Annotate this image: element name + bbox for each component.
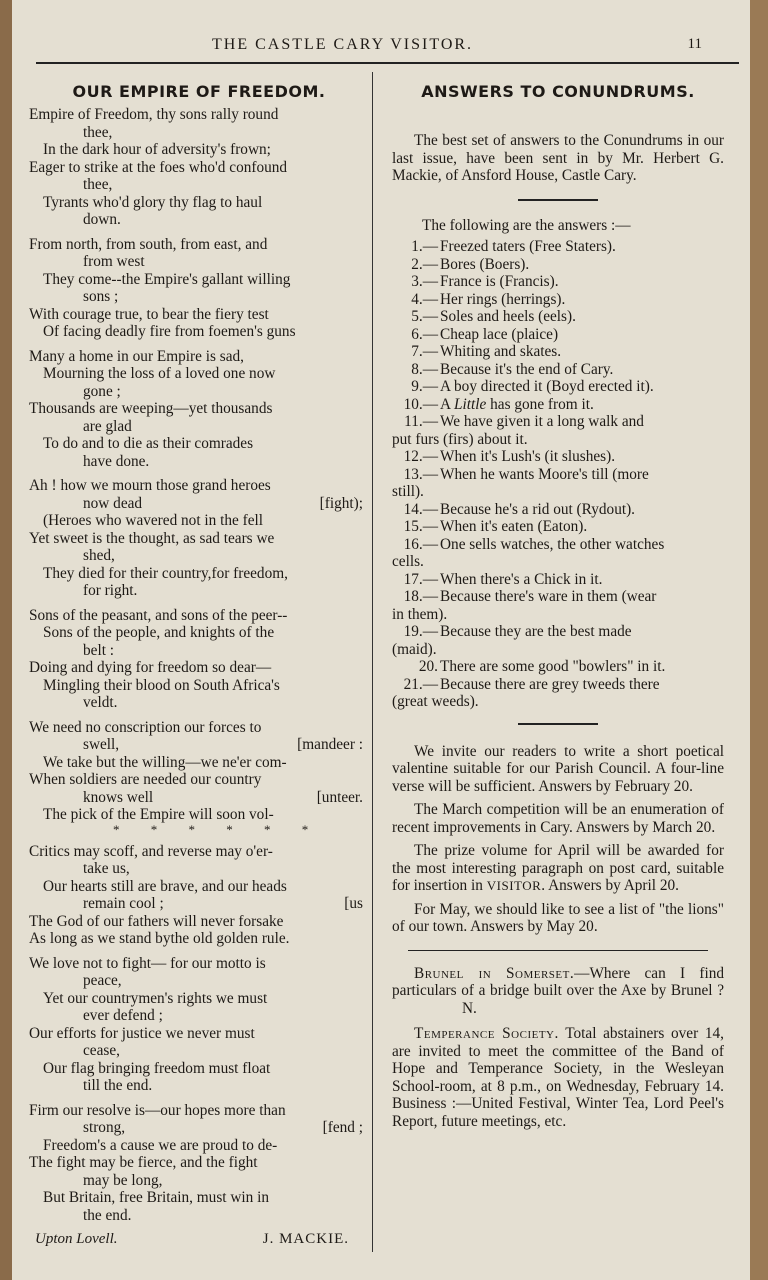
answer-number: 16.— xyxy=(403,535,438,553)
competition-notice: The prize volume for April will be awarded for the most interesting paragraph on post card, suitable for insertion in VISITOR. Answers by April 20. xyxy=(392,842,724,894)
poem-stanza xyxy=(29,719,369,836)
answer-continuation: in them). xyxy=(392,605,448,623)
answer-number: 15.— xyxy=(403,518,438,535)
poem-line-text: peace, xyxy=(83,972,122,989)
poem-line xyxy=(29,106,369,124)
newspaper-page xyxy=(12,0,750,1280)
answer-item xyxy=(392,238,724,256)
poem-line xyxy=(29,400,369,418)
answer-text: When it's Lush's (it slushes). xyxy=(440,448,616,465)
answer-item xyxy=(392,378,724,396)
poem-line xyxy=(29,547,369,565)
answer-number: 5.— xyxy=(411,308,438,325)
answer-number: 21.— xyxy=(403,675,438,693)
page-number: 11 xyxy=(687,36,702,52)
brunel-notice xyxy=(392,965,724,1018)
answer-text: When he wants Moore's till (more xyxy=(440,465,649,483)
poem-turnover: [mandeer : xyxy=(297,736,363,753)
answer-continuation: (great weeds). xyxy=(392,693,479,710)
answer-text: France is (Francis). xyxy=(440,273,559,290)
poem-line-text: Mourning the loss of a loved one now xyxy=(43,365,276,382)
answer-text: A boy directed it (Boyd erected it). xyxy=(440,378,654,395)
poem-line xyxy=(29,271,369,289)
answer-continuation: (maid). xyxy=(392,640,437,658)
poem-line xyxy=(29,972,369,990)
poem-line-text: Tyrants who'd glory thy flag to haul xyxy=(43,193,263,211)
poem-turnover: [unteer. xyxy=(316,788,363,806)
poem-line-text: Our hearts still are brave, and our heads xyxy=(43,877,287,895)
header-rule xyxy=(36,62,739,64)
answer-text: Because he's a rid out (Rydout). xyxy=(440,500,636,518)
poem-line xyxy=(29,582,369,600)
poem-line xyxy=(29,878,369,896)
poem-line-text: now dead xyxy=(83,494,143,512)
signature-name: J. MACKIE. xyxy=(262,1231,349,1247)
answer-number: 19.— xyxy=(403,623,438,640)
poem-stanza xyxy=(29,1102,369,1225)
poem-line-text: may be long, xyxy=(83,1171,163,1189)
answer-item xyxy=(392,676,724,694)
poem-line-text: To do and to die as their comrades xyxy=(43,435,254,452)
signature-place: Upton Lovell. xyxy=(35,1231,118,1247)
poem-line-text: They died for their country,for freedom, xyxy=(43,564,288,582)
poem-line-text: Doing and dying for freedom so dear— xyxy=(29,659,272,676)
poem-line xyxy=(29,1102,369,1120)
poem-stanza xyxy=(29,955,369,1095)
poem-line xyxy=(29,1025,369,1043)
answer-text: Her rings (herrings). xyxy=(440,290,566,308)
poem-line-text: The pick of the Empire will soon vol- xyxy=(43,806,274,823)
poem-line-text: Eager to strike at the foes who'd confound xyxy=(29,158,288,176)
answer-number: 7.— xyxy=(411,343,438,360)
poem-line xyxy=(29,990,369,1008)
publication-title: THE CASTLE CARY VISITOR. xyxy=(212,36,474,53)
answer-item xyxy=(392,536,724,554)
poem-line-text: Mingling their blood on South Africa's xyxy=(43,676,280,694)
poem-body xyxy=(29,106,369,1224)
poem-line xyxy=(29,211,369,229)
answer-text: We have given it a long walk and xyxy=(440,413,644,430)
poem-line xyxy=(29,1189,369,1207)
poem-line xyxy=(29,659,369,677)
poem-line-text: strong, xyxy=(83,1119,126,1136)
answer-number: 3.— xyxy=(411,273,438,290)
poem-line xyxy=(29,1007,369,1025)
poem-line-text: Sons of the peasant, and sons of the peer-- xyxy=(29,606,288,624)
poem-line xyxy=(29,1154,369,1172)
poem-line-text: down. xyxy=(83,211,121,228)
poem-line xyxy=(29,495,369,513)
poem-line-text: from west xyxy=(83,253,145,270)
poem-line-text: We love not to fight— for our motto is xyxy=(29,954,266,972)
poem-line xyxy=(29,694,369,712)
temperance-heading: Temperance Society. xyxy=(414,1025,559,1042)
poem-column xyxy=(29,78,369,1248)
poem-line xyxy=(29,1042,369,1060)
poem-line-text: the end. xyxy=(83,1206,132,1224)
poem-line xyxy=(29,512,369,530)
poem-line xyxy=(29,736,369,754)
running-head xyxy=(12,36,750,58)
answer-text: Because there are grey tweeds there xyxy=(440,675,660,693)
poem-line xyxy=(29,236,369,254)
answer-item xyxy=(392,623,724,641)
poem-line-text: From north, from south, from east, and xyxy=(29,235,268,253)
poem-line-text: In the dark hour of adversity's frown; xyxy=(43,141,271,158)
competitions xyxy=(392,743,724,936)
answer-continuation: still). xyxy=(392,483,424,500)
answers-list-intro: The following are the answers :— xyxy=(422,216,631,234)
poem-line-text: belt : xyxy=(83,641,115,659)
poem-line-text: Critics may scoff, and reverse may o'er- xyxy=(29,842,273,860)
poem-line-text: are glad xyxy=(83,417,132,435)
poem-signature xyxy=(29,1231,369,1248)
answer-continuation: cells. xyxy=(392,553,424,570)
competition-notice: We invite our readers to write a short poetical valentine suitable for our Parish Council. A four-line verse will be sufficient. Answers by February 20. xyxy=(392,742,724,795)
poem-line-text: We take but the willing—we ne'er com- xyxy=(43,753,287,771)
poem-line xyxy=(29,418,369,436)
poem-line xyxy=(29,323,369,341)
poem-line xyxy=(29,719,369,737)
poem-line-text: Empire of Freedom, thy sons rally round xyxy=(29,106,279,123)
answer-item xyxy=(392,326,724,344)
poem-line xyxy=(29,348,369,366)
poem-line-text: ever defend ; xyxy=(83,1007,163,1024)
competition-notice: The March competition will be an enumeration of recent improvements in Cary. Answers by March 20. xyxy=(392,801,724,836)
poem-line xyxy=(29,159,369,177)
poem-stanza xyxy=(29,236,369,341)
poem-line xyxy=(29,306,369,324)
poem-line-text: till the end. xyxy=(83,1077,153,1094)
section-rule xyxy=(518,199,598,201)
poem-stanza xyxy=(29,477,369,600)
poem-turnover: [fight); xyxy=(319,494,363,512)
answer-number: 17.— xyxy=(403,570,438,588)
answer-number: 1.— xyxy=(411,238,438,255)
poem-line xyxy=(29,607,369,625)
answer-item xyxy=(392,501,724,519)
poem-line xyxy=(29,930,369,948)
answer-item xyxy=(392,413,724,431)
poem-line-text: for right. xyxy=(83,582,138,599)
answer-continuation: put furs (firs) about it. xyxy=(392,430,528,448)
brunel-heading: Brunel in Somerset. xyxy=(414,964,575,982)
poem-line xyxy=(29,624,369,642)
poem-line-text: The God of our fathers will never forsake xyxy=(29,912,284,930)
answer-item xyxy=(392,588,724,606)
poem-line-text: When soldiers are needed our country xyxy=(29,771,262,788)
poem-line: * * * * * * xyxy=(113,821,323,837)
brunel-signature: N. xyxy=(462,999,477,1017)
poem-line-text: As long as we stand bythe old golden rule. xyxy=(29,930,290,947)
answer-item xyxy=(392,396,724,414)
poem-line-text: But Britain, free Britain, must win in xyxy=(43,1189,270,1206)
poem-line xyxy=(29,1060,369,1078)
temperance-notice xyxy=(392,1025,724,1130)
answer-number: 8.— xyxy=(411,360,438,378)
poem-line-text: take us, xyxy=(83,860,130,877)
answer-item xyxy=(392,308,724,326)
answer-number: 18.— xyxy=(403,588,438,605)
answer-item xyxy=(392,343,724,361)
answer-text: When there's a Chick in it. xyxy=(440,570,603,588)
poem-line-text: veldt. xyxy=(83,694,118,711)
answer-number: 14.— xyxy=(403,500,438,518)
poem-line xyxy=(29,194,369,212)
answer-number: 4.— xyxy=(411,290,438,308)
poem-turnover: [us xyxy=(344,895,363,912)
poem-line xyxy=(29,860,369,878)
answer-item xyxy=(392,273,724,291)
poem-line xyxy=(29,253,369,271)
poem-line xyxy=(29,913,369,931)
answer-item xyxy=(392,256,724,274)
answer-text: Because there's ware in them (wear xyxy=(440,588,657,605)
poem-line xyxy=(29,1137,369,1155)
poem-line xyxy=(29,677,369,695)
poem-line-text: have done. xyxy=(83,452,150,470)
poem-line xyxy=(29,365,369,383)
poem-line xyxy=(29,1077,369,1095)
poem-line-text: Yet sweet is the thought, as sad tears we xyxy=(29,529,275,547)
page-edge xyxy=(750,0,768,1280)
poem-line xyxy=(29,771,369,789)
poem-line-text: Sons of the people, and knights of the xyxy=(43,624,275,641)
answer-text: Cheap lace (plaice) xyxy=(440,325,559,343)
poem-line-text: cease, xyxy=(83,1042,120,1059)
poem-line-text: remain cool ; xyxy=(83,895,164,912)
answer-text: Whiting and skates. xyxy=(440,343,562,360)
poem-line-text: Our efforts for justice we never must xyxy=(29,1024,255,1042)
answer-text: One sells watches, the other watches xyxy=(440,535,665,553)
answers-intro: The best set of answers to the Conundrums in our last issue, have been sent in by Mr. Herbert G. Mackie, of Ansford House, Castle Cary. xyxy=(392,132,724,184)
answer-item xyxy=(392,291,724,309)
poem-stanza xyxy=(29,348,369,471)
temperance-text: Total abstainers over 14, are invited to meet the committee of the Band of Hope and Temperance Society, in the Wesleyan School-room, at 8 p.m., on Wednesday, February 14. Business :—United Festival, Winter Tea, Lord Peel's Report, future meetings, etc. xyxy=(392,1025,724,1130)
section-rule xyxy=(408,950,708,951)
poem-line-text: Firm our resolve is—our hopes more than xyxy=(29,1101,286,1119)
answer-text: A Little has gone from it. xyxy=(440,395,594,413)
poem-line xyxy=(29,843,369,861)
poem-turnover: [fend ; xyxy=(322,1119,363,1136)
poem-line-text: (Heroes who wavered not in the fell xyxy=(43,512,264,529)
poem-line xyxy=(29,176,369,194)
poem-line xyxy=(29,124,369,142)
poem-line-text: The fight may be fierce, and the fight xyxy=(29,1154,258,1171)
answers-title: ANSWERS TO CONUNDRUMS. xyxy=(421,82,695,101)
answer-item xyxy=(392,466,724,484)
poem-line xyxy=(29,141,369,159)
answer-item xyxy=(392,518,724,536)
poem-stanza xyxy=(29,607,369,712)
poem-line xyxy=(29,1172,369,1190)
answer-number: 9.— xyxy=(411,378,438,395)
poem-line-text: swell, xyxy=(83,736,120,753)
answer-text: Because it's the end of Cary. xyxy=(440,360,614,378)
answers-column xyxy=(392,78,724,1130)
answer-number: 10.— xyxy=(403,395,438,413)
poem-line-text: shed, xyxy=(83,547,115,564)
poem-line-text: Thousands are weeping—yet thousands xyxy=(29,400,273,417)
answer-text: When it's eaten (Eaton). xyxy=(440,518,588,535)
poem-title: OUR EMPIRE OF FREEDOM. xyxy=(72,82,326,101)
answer-text: There are some good "bowlers" in it. xyxy=(440,658,666,675)
answer-text: Because they are the best made xyxy=(440,623,632,640)
poem-line xyxy=(29,754,369,772)
answer-number: 2.— xyxy=(411,255,438,273)
column-divider xyxy=(372,72,373,1252)
competition-notice: For May, we should like to see a list of "the lions" of our town. Answers by May 20. xyxy=(392,900,724,935)
poem-line xyxy=(29,565,369,583)
poem-line-text: Our flag bringing freedom must float xyxy=(43,1059,271,1077)
poem-line-text: thee, xyxy=(83,123,113,141)
brunel-text: —Where can I find particulars of a bridge built over the Axe by Brunel ? xyxy=(392,964,724,999)
poem-line-text: Yet our countrymen's rights we must xyxy=(43,989,268,1007)
answer-number: 6.— xyxy=(411,325,438,343)
poem-line xyxy=(29,806,369,824)
poem-stanza xyxy=(29,843,369,948)
poem-line-text: Freedom's a cause we are proud to de- xyxy=(43,1136,278,1154)
poem-line-text: They come--the Empire's gallant willing xyxy=(43,270,291,288)
answer-text: Soles and heels (eels). xyxy=(440,308,576,325)
poem-line xyxy=(29,383,369,401)
poem-line xyxy=(29,288,369,306)
poem-line xyxy=(29,1119,369,1137)
poem-line-text: We need no conscription our forces to xyxy=(29,718,262,736)
poem-line xyxy=(29,435,369,453)
poem-line-text: sons ; xyxy=(83,288,119,305)
poem-line xyxy=(29,530,369,548)
answer-number: 13.— xyxy=(403,465,438,483)
answer-item xyxy=(392,658,724,676)
poem-line-text: Ah ! how we mourn those grand heroes xyxy=(29,477,271,494)
poem-line xyxy=(29,1207,369,1225)
answer-item xyxy=(392,361,724,379)
answers-list xyxy=(392,238,724,711)
answer-number: 11.— xyxy=(404,413,438,430)
poem-line xyxy=(29,453,369,471)
poem-line xyxy=(29,477,369,495)
answer-text: Bores (Boers). xyxy=(440,255,530,273)
poem-line-text: Of facing deadly fire from foemen's guns xyxy=(43,323,296,340)
poem-line-text: Many a home in our Empire is sad, xyxy=(29,347,244,365)
poem-line xyxy=(29,642,369,660)
poem-stanza xyxy=(29,106,369,229)
answer-number: 12.— xyxy=(403,448,438,465)
poem-line-text: knows well xyxy=(83,788,154,806)
poem-line-text: With courage true, to bear the fiery test xyxy=(29,305,269,323)
poem-line xyxy=(29,895,369,913)
poem-line xyxy=(29,789,369,807)
poem-line xyxy=(29,955,369,973)
answer-number: 20. xyxy=(418,658,438,675)
answer-item xyxy=(392,448,724,466)
poem-line-text: thee, xyxy=(83,176,113,193)
section-rule xyxy=(518,723,598,725)
poem-line-text: gone ; xyxy=(83,382,121,400)
answer-text: Freezed taters (Free Staters). xyxy=(440,238,616,255)
answer-item xyxy=(392,571,724,589)
